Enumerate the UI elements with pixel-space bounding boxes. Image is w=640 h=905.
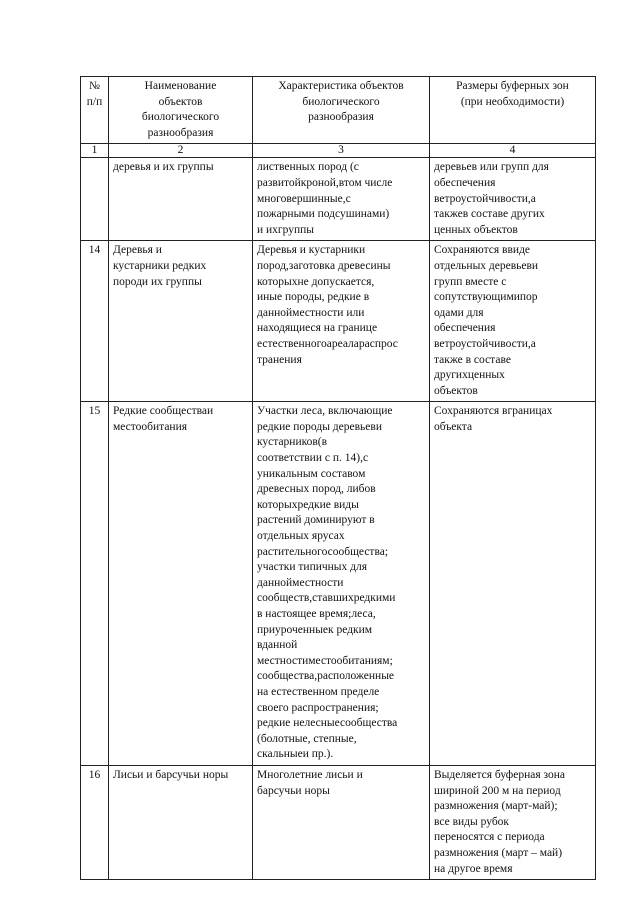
- table-row: [81, 158, 596, 241]
- object-characteristic-line: лиственных пород (с: [257, 161, 359, 174]
- object-name-cell: [109, 402, 253, 766]
- object-characteristic-line: естественногоареалараспрос: [257, 337, 398, 350]
- object-characteristic-line: иные породы, редкие в: [257, 291, 370, 304]
- table-row: [81, 402, 596, 766]
- object-characteristic-line: которыхредкие виды: [257, 498, 359, 511]
- object-characteristic-line: даннойместности или: [257, 306, 365, 319]
- object-characteristic-line: пород,заготовка древесины: [257, 259, 391, 272]
- column-index: 3: [253, 144, 430, 158]
- object-characteristic-line: на естественном пределе: [257, 685, 380, 698]
- object-name-line: местообитания: [113, 420, 188, 433]
- buffer-zone-size-line: сопутствующимипор: [434, 291, 538, 304]
- object-name-line: породи их группы: [113, 275, 202, 288]
- header-name-line: объектов: [158, 95, 203, 108]
- buffer-zone-size-line: Выделяется буферная зона: [434, 768, 566, 781]
- object-characteristic-line: своего распространения;: [257, 701, 379, 714]
- object-name-line: кустарники редких: [113, 259, 207, 272]
- table-row: [81, 765, 596, 879]
- object-characteristic-line: в настоящее время;леса,: [257, 608, 376, 620]
- object-name-line: Деревья и: [113, 244, 162, 257]
- object-name-line: Лисьи и барсучьи норы: [113, 768, 229, 781]
- object-characteristic-line: растений доминируют в: [257, 514, 375, 527]
- buffer-zone-size-line: все виды рубок: [434, 815, 510, 828]
- buffer-zone-size-line: ветроустойчивости,а: [434, 337, 536, 350]
- header-buffer-line: (при необходимости): [460, 95, 565, 108]
- object-characteristic-line: многовершинные,с: [257, 192, 351, 205]
- buffer-zone-size-cell: [430, 158, 596, 241]
- header-name-line: разнообразия: [147, 126, 214, 139]
- object-characteristic-cell: [253, 158, 430, 241]
- object-characteristic-line: вданной: [257, 639, 298, 652]
- object-characteristic-line: растительногосообщества;: [257, 545, 389, 558]
- row-number-cell: 15: [81, 402, 109, 766]
- buffer-zone-size-line: также в составе: [434, 353, 511, 366]
- buffer-zone-size-line: одами для: [434, 306, 484, 319]
- object-characteristic-line: редкие нелесныесообщества: [257, 717, 398, 730]
- buffer-zone-size-line: на другое время: [434, 862, 513, 875]
- object-characteristic-line: соответствии с п. 14),с: [257, 452, 369, 465]
- object-characteristic-cell: [253, 765, 430, 879]
- buffer-zone-size-line: шириной 200 м на период: [434, 784, 561, 797]
- header-buffer: [430, 77, 596, 144]
- buffer-zone-size-line: Сохраняются ввиде: [434, 244, 531, 257]
- object-name-line: деревья и их группы: [113, 161, 214, 174]
- buffer-zone-size-cell: [430, 402, 596, 766]
- header-characteristic-line: разнообразия: [308, 111, 374, 124]
- object-characteristic-line: находящиеся на границе: [257, 322, 378, 335]
- header-name-line: биологического: [141, 111, 220, 124]
- object-characteristic-line: отдельных ярусах: [257, 530, 345, 543]
- buffer-zone-size-line: переносятся с периода: [434, 831, 545, 844]
- header-characteristic: [253, 77, 430, 144]
- header-name-line: Наименование: [144, 80, 217, 92]
- object-characteristic-line: транения: [257, 353, 302, 366]
- object-characteristic-line: кустарников(в: [257, 436, 328, 449]
- header-characteristic-line: Характеристика объектов: [278, 80, 404, 92]
- buffer-zone-size-line: объектов: [434, 384, 478, 397]
- header-row: [81, 77, 596, 144]
- buffer-zone-size-line: обеспечения: [434, 176, 496, 189]
- object-name-cell: [109, 158, 253, 241]
- object-characteristic-cell: [253, 402, 430, 766]
- buffer-zone-size-line: ветроустойчивости,а: [434, 192, 536, 205]
- column-index: 4: [430, 144, 596, 158]
- document-table: [80, 76, 596, 880]
- object-characteristic-line: редкие породы деревьеви: [257, 420, 382, 433]
- object-name-cell: [109, 765, 253, 879]
- object-characteristic-line: древесных пород, либов: [257, 483, 376, 496]
- object-characteristic-line: которыхне допускается,: [257, 275, 375, 288]
- column-index: 1: [81, 144, 109, 158]
- object-characteristic-line: приуроченныек редким: [257, 623, 373, 636]
- column-index-row: [81, 144, 596, 158]
- object-characteristic-line: барсучьи норы: [257, 784, 330, 797]
- object-characteristic-line: Деревья и кустарники: [257, 244, 366, 257]
- header-buffer-line: Размеры буферных зон: [456, 80, 569, 92]
- buffer-zone-size-line: объекта: [434, 420, 473, 433]
- object-characteristic-line: Многолетние лисьи и: [257, 768, 363, 781]
- column-index: 2: [109, 144, 253, 158]
- object-name-cell: [109, 241, 253, 402]
- buffer-zone-size-line: ценных объектов: [434, 223, 518, 236]
- row-number-cell: 14: [81, 241, 109, 402]
- object-characteristic-line: уникальным составом: [257, 467, 366, 480]
- row-number-cell: [81, 158, 109, 241]
- table-row: [81, 241, 596, 402]
- header-characteristic-line: биологического: [302, 95, 380, 108]
- object-characteristic-line: и ихгруппы: [257, 223, 315, 236]
- buffer-zone-size-line: размножения (март-май);: [434, 800, 558, 813]
- object-characteristic-line: пожарными подсушинами): [257, 208, 390, 221]
- object-characteristic-line: Участки леса, включающие: [257, 405, 393, 418]
- object-characteristic-line: сообществ,ставшихредкими: [257, 592, 396, 605]
- buffer-zone-size-cell: [430, 765, 596, 879]
- object-characteristic-line: местностиместообитаниям;: [257, 654, 393, 667]
- object-characteristic-line: (болотные, степные,: [257, 732, 357, 745]
- buffer-zone-size-line: деревьев или групп для: [434, 161, 549, 174]
- header-num-line: №: [89, 80, 100, 92]
- object-characteristic-line: сообщества,расположенные: [257, 670, 395, 683]
- header-name: [109, 77, 253, 144]
- buffer-zone-size-line: Сохраняются вграницах: [434, 405, 553, 418]
- object-characteristic-line: развитойкроной,втом числе: [257, 176, 393, 189]
- object-characteristic-line: даннойместности: [257, 576, 344, 589]
- object-characteristic-line: скальныеи пр.).: [257, 748, 334, 761]
- object-characteristic-line: участки типичных для: [257, 561, 368, 574]
- row-number-cell: 16: [81, 765, 109, 879]
- header-num-line: п/п: [86, 95, 103, 108]
- table-body: [81, 158, 596, 880]
- buffer-zone-size-line: отдельных деревьеви: [434, 259, 539, 272]
- object-characteristic-cell: [253, 241, 430, 402]
- buffer-zone-size-line: такжев составе других: [434, 208, 545, 221]
- buffer-zone-size-line: обеспечения: [434, 322, 496, 335]
- buffer-zone-size-line: размножения (март – май): [434, 846, 563, 859]
- buffer-zone-size-line: другихценных: [434, 369, 505, 382]
- buffer-zone-size-cell: [430, 241, 596, 402]
- header-num: [81, 77, 109, 144]
- buffer-zone-size-line: групп вместе с: [434, 275, 507, 288]
- object-name-line: Редкие сообществаи: [113, 405, 214, 418]
